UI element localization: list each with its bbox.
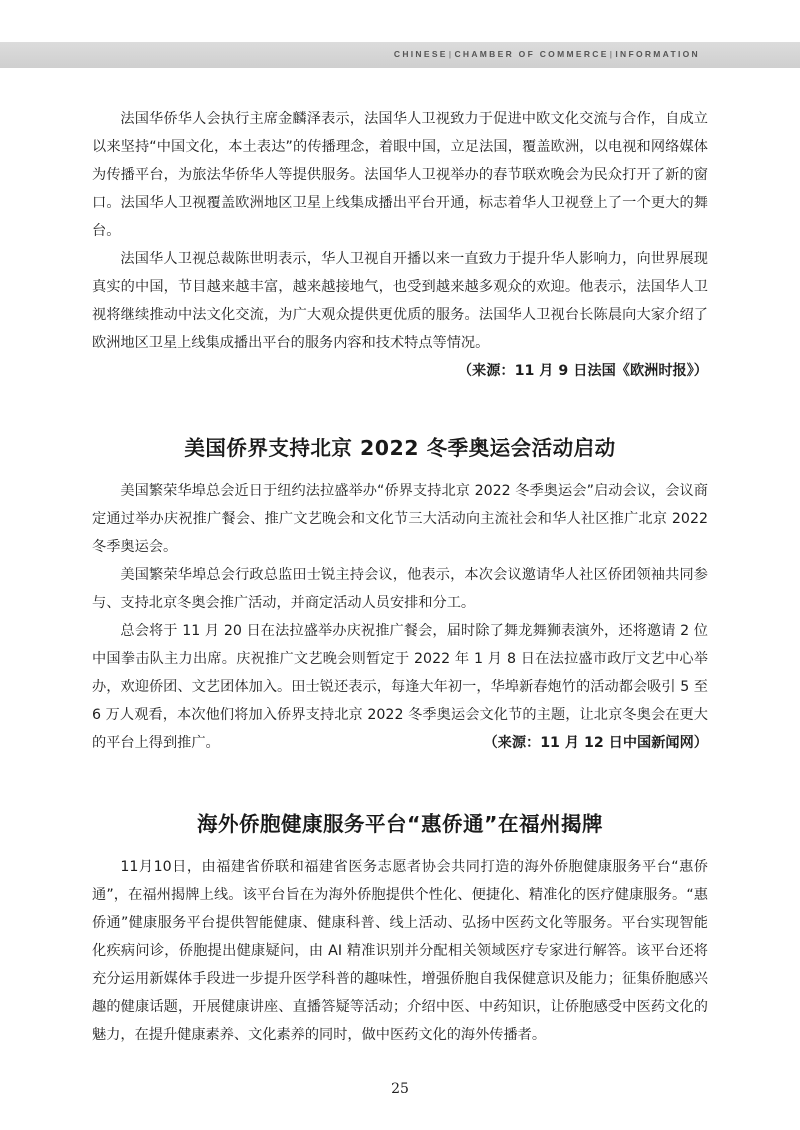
source-note: （来源：11 月 9 日法国《欧洲时报》）	[457, 363, 708, 379]
article-title: 海外侨胞健康服务平台“惠侨通”在福州揭牌	[197, 812, 603, 836]
header-separator: |	[448, 49, 454, 59]
header-band	[0, 42, 800, 68]
paragraph: 法国华人卫视总裁陈世明表示，华人卫视自开播以来一直致力于提升华人影响力，向世界展现真实的中国，节目越来越丰富，越来越接地气，也受到越来越多观众的欢迎。他表示，法国华人卫视将继续推动中法文化交流，为广大观众提供更优质的服务。法国华人卫视台长陈晨向大家介绍了欧洲地区卫星上线集成播出平台的服务内容和技术特点等情况。	[92, 251, 708, 351]
article-health-platform	[92, 807, 708, 1049]
article-france-tv	[92, 105, 708, 385]
article-winter-olympics	[92, 431, 708, 757]
header-text-part2: CHAMBER OF COMMERCE	[454, 49, 609, 59]
header-text-part3: INFORMATION	[615, 49, 700, 59]
page-content	[92, 105, 708, 1049]
article-title: 美国侨界支持北京 2022 冬季奥运会活动启动	[184, 436, 616, 460]
paragraph: 美国繁荣华埠总会行政总监田士锐主持会议，他表示，本次会议邀请华人社区侨团领袖共同参与、支持北京冬奥会推广活动，并商定活动人员安排和分工。	[92, 567, 708, 611]
paragraph: 法国华侨华人会执行主席金麟泽表示，法国华人卫视致力于促进中欧文化交流与合作，自成立以来坚持“中国文化，本土表达”的传播理念，着眼中国，立足法国，覆盖欧洲，以电视和网络媒体为传播平台，为旅法华侨华人等提供服务。法国华人卫视举办的春节联欢晚会为民众打开了新的窗口。法国华人卫视覆盖欧洲地区卫星上线集成播出平台开通，标志着华人卫视登上了一个更大的舞台。	[92, 111, 708, 239]
paragraph	[92, 617, 708, 757]
running-header	[394, 49, 700, 59]
header-separator: |	[609, 49, 615, 59]
header-text-part1: CHINESE	[393, 49, 448, 59]
paragraph: 美国繁荣华埠总会近日于纽约法拉盛举办“侨界支持北京 2022 冬季奥运会”启动会议，会议商定通过举办庆祝推广餐会、推广文艺晚会和文化节三大活动向主流社会和华人社区推广北京 2022 冬季奥运会。	[92, 483, 708, 555]
source-note: （来源：11 月 12 日中国新闻网）	[483, 735, 708, 751]
paragraph: 11月10日，由福建省侨联和福建省医务志愿者协会共同打造的海外侨胞健康服务平台“惠侨通”，在福州揭牌上线。该平台旨在为海外侨胞提供个性化、便捷化、精准化的医疗健康服务。“惠侨通”健康服务平台提供智能健康、健康科普、线上活动、弘扬中医药文化等服务。平台实现智能化疾病问诊，侨胞提出健康疑问，由 AI 精准识别并分配相关领域医疗专家进行解答。该平台还将充分运用新媒体手段进一步提升医学科普的趣味性，增强侨胞自我保健意识及能力；征集侨胞感兴趣的健康话题，开展健康讲座、直播答疑等活动；介绍中医、中药知识，让侨胞感受中医药文化的魅力，在提升健康素养、文化素养的同时，做中医药文化的海外传播者。	[92, 859, 708, 1043]
page-number: 25	[391, 1081, 409, 1097]
paragraph-text: 总会将于 11 月 20 日在法拉盛举办庆祝推广餐会，届时除了舞龙舞狮表演外，还将邀请 2 位中国拳击队主力出席。庆祝推广文艺晚会则暂定于 2022 年 1 月 8 日在法拉盛市政厅文艺中心举办，欢迎侨团、文艺团体加入。田士锐还表示，每逢大年初一，华埠新春炮竹的活动都会吸引 5 至 6 万人观看，本次他们将加入侨界支持北京 2022 冬季奥运会文化节的主题，让北京冬奥会在更大的平台上得到推广。	[92, 623, 708, 751]
